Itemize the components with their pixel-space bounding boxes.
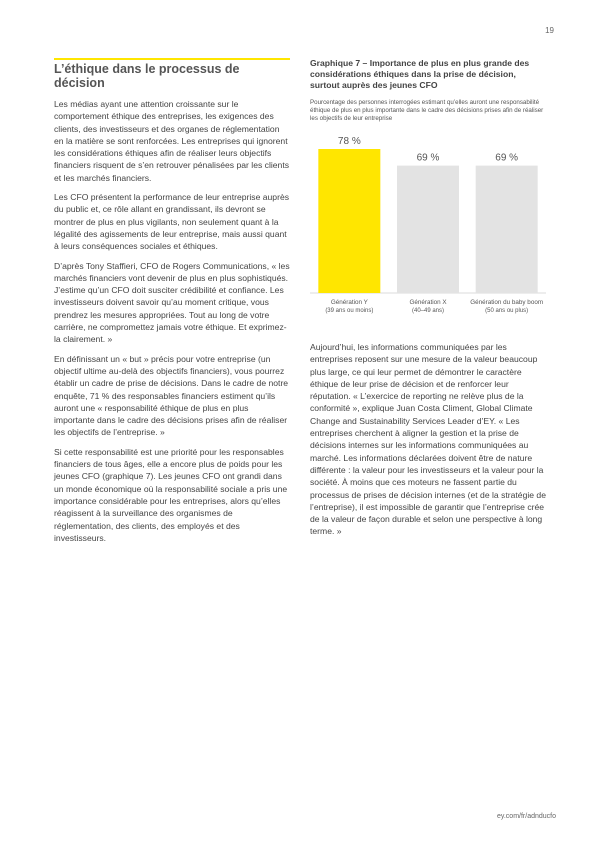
- bar-value-label-3: 69 %: [495, 152, 519, 164]
- bar-chart: [310, 129, 546, 329]
- right-paragraph: Aujourd’hui, les informations communiquées par les entreprises reposent sur une mesure de la valeur beaucoup plus large, ce qui leur permet de démontrer le caractère éthique de leur prise de décision et de renforcer leur réputation. « L’exercice de reporting ne relève plus de la conformité », explique Juan Costa Climent, Global Climate Change and Sustainability Services Leader d’EY. « Les entreprises cherchent à aligner la gestion et la prise de décisions internes sur les informations communiquées au marché. Les informations déclarées doivent être de nature différente : la valeur pour les investisseurs et la valeur pour la société. À moins que ces moteurs ne fassent partie du processus de prises de décision internes (et de la stratégie de l’entreprise), il est impossible de garantir que l’entreprise crée de la valeur de façon durable et selon une perspective à long terme. »: [310, 342, 546, 537]
- bar-1: [318, 149, 380, 293]
- bar-2: [397, 166, 459, 293]
- page-number: 19: [545, 26, 554, 35]
- chart-title: Graphique 7 – Importance de plus en plus grande des considérations éthiques dans la prise de décision, surtout auprès des jeunes CFO: [310, 58, 530, 90]
- category-range-label-1: (39 ans ou moins): [325, 308, 374, 314]
- left-paragraph-1: Les médias ayant une attention croissante sur le comportement éthique des entreprises, les exigences des clients, des investisseurs et des organes de réglementation en la matière se sont renforcées. Les entreprises qui ignorent les considérations éthiques afin de réaliser leurs objectifs financiers risquent de s’en retrouver pénalisées par les clients et les marchés financiers.: [54, 99, 290, 183]
- left-paragraph-2: Les CFO présentent la performance de leur entreprise auprès du public et, ce rôle allant en grandissant, ils devront se montrer de plus en plus vigilants, non seulement quant à la légalité des agissements de leur entreprise, mais aussi quant à leurs conséquences sociales et éthiques.: [54, 192, 290, 252]
- bar-value-label-2: 69 %: [416, 152, 440, 164]
- category-range-label-3: (50 ans ou plus): [485, 308, 529, 314]
- left-paragraph-3: D’après Tony Staffieri, CFO de Rogers Communications, « les marchés financiers vont devenir de plus en plus sophistiqués. J’estime qu’un CFO doit susciter crédibilité et confiance. Les investisseurs doivent savoir qu’au moment critique, vous prendrez les mesures appropriées. Tout au long de votre carrière, ne compromettez jamais votre éthique. Et exprimez-la clairement. »: [54, 260, 290, 345]
- category-range-label-2: (40–49 ans): [411, 308, 445, 314]
- left-paragraph-5: Si cette responsabilité est une priorité pour les responsables financiers de tous âges, elle a encore plus de poids pour les jeunes CFO (graphique 7). Les jeunes CFO ont grandi dans un monde économique où la responsabilité sociale a pris une importance considérable pour les entreprises, alors qu’elles réagissent à la surveillance des organismes de réglementation, des clients, des employés et des investisseurs.: [54, 446, 288, 543]
- category-label-1: Génération Y: [330, 299, 368, 306]
- bar-value-label-1: 78 %: [337, 136, 361, 147]
- bar-3: [476, 166, 538, 293]
- category-label-2: Génération X: [409, 299, 447, 306]
- left-paragraph-4: En définissant un « but » précis pour votre entreprise (un objectif ultime au-delà des objectifs financiers), vous pourrez établir un cadre de prise de décisions. Dans le cadre de notre enquête, 71 % des responsables financiers estiment qu’ils auront une « responsabilité éthique de plus en plus importante dans le cadre des décisions prises afin de réaliser les objectifs de l’entreprise. »: [54, 353, 289, 438]
- footer-url: ey.com/fr/adnducfo: [496, 813, 556, 820]
- left-column: [54, 62, 290, 551]
- section-title: L’éthique dans le processus de décision: [54, 62, 240, 90]
- section-accent-line: [54, 58, 290, 60]
- category-label-3: Génération du baby boom: [470, 299, 544, 306]
- right-column-text: [310, 341, 546, 545]
- chart-block: [310, 58, 546, 329]
- chart-subtitle: Pourcentage des personnes interrogées estimant qu’elles auront une responsabilité éthique de plus en plus importante dans le cadre des décisions prises afin de réaliser les objectifs de leur entreprise: [310, 99, 544, 122]
